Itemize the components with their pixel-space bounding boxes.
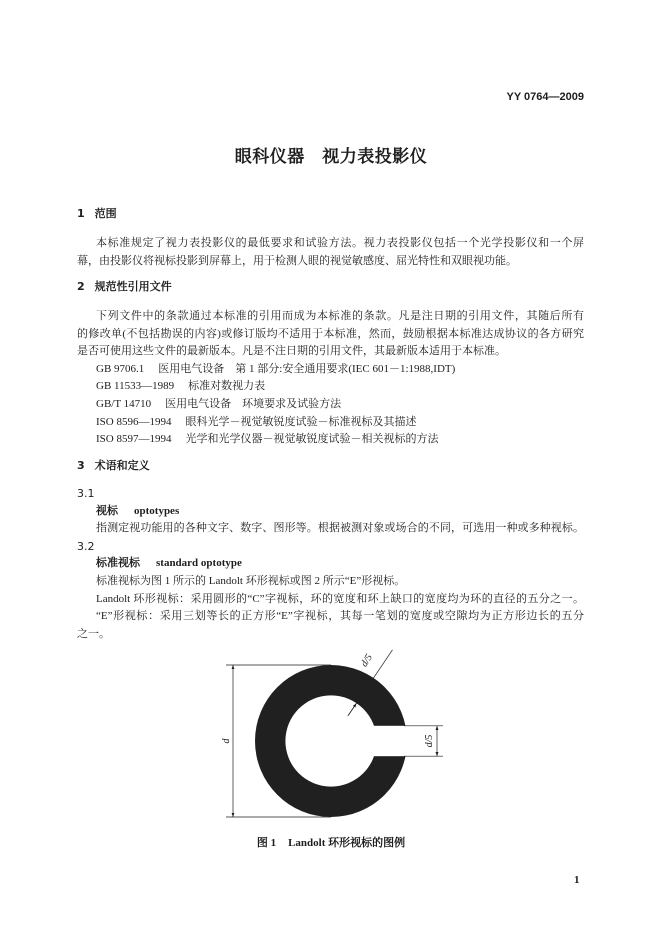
document-number: YY 0764—2009 xyxy=(506,91,584,103)
reference-item xyxy=(77,431,584,449)
figure-caption-text: Landolt 环形视标的图例 xyxy=(288,837,406,849)
definition-line: 指测定视功能用的各种文字、数字、图形等。根据被测对象或场合的不同，可选用一种或多种视标。 xyxy=(96,522,584,535)
term-name-zh: 标准视标 xyxy=(96,557,140,570)
diameter-label: d xyxy=(221,738,232,744)
section-2-heading xyxy=(77,280,172,294)
reference-code: ISO 8597—1994 xyxy=(96,433,172,446)
term-number: 3.2 xyxy=(77,539,95,553)
ring-gap xyxy=(331,726,411,756)
term-name-en: standard optotype xyxy=(156,557,242,570)
term-number: 3.1 xyxy=(77,487,95,500)
reference-title: 标准对数视力表 xyxy=(188,380,266,393)
reference-code: ISO 8596—1994 xyxy=(96,415,172,428)
normative-references xyxy=(77,308,584,449)
page-title: 眼科仪器 视力表投影仪 xyxy=(234,147,428,167)
definition-line: Landolt 环形视标：采用圆形的“C”字视标，环的宽度和环上缺口的宽度均为环的直径的五分之一。 xyxy=(96,592,584,605)
figure-caption xyxy=(0,836,662,850)
paragraph-line: 是否可使用这些文件的最新版本。凡是不注日期的引用文件，其最新版本适用于本标准。 xyxy=(77,345,506,358)
reference-title: 医用电气设备 环境要求及试验方法 xyxy=(165,397,342,410)
section-number: 3 xyxy=(77,459,85,472)
section-number: 2 xyxy=(77,280,85,293)
landolt-ring-figure xyxy=(200,630,470,830)
term-name xyxy=(77,503,584,521)
reference-item xyxy=(77,396,584,414)
section-title: 规范性引用文件 xyxy=(94,280,172,293)
ring-width-label: d/5 xyxy=(358,652,375,670)
reference-code: GB 11533—1989 xyxy=(96,380,175,393)
paragraph-line: 幕，由投影仪将视标投影到屏幕上，用于检测人眼的视觉敏感度、屈光特性和双眼视功能。 xyxy=(77,254,517,267)
reference-title: 医用电气设备 第 1 部分:安全通用要求(IEC 601－1:1988,IDT) xyxy=(158,362,456,375)
reference-title: 眼科光学－视觉敏锐度试验－标准视标及其描述 xyxy=(185,415,417,428)
reference-item xyxy=(77,378,584,396)
reference-code: GB 9706.1 xyxy=(96,362,145,375)
paragraph-line: 的修改单(不包括勘误的内容)或修订版均不适用于本标准，然而，鼓励根据本标准达成协议的各方研究 xyxy=(77,327,584,340)
reference-item xyxy=(77,414,584,432)
definition-line: “E”形视标：采用三划等长的正方形“E”字视标，其每一笔划的宽度或空隙均为正方形边长的五分 xyxy=(96,610,584,623)
gap-width-label: d/5 xyxy=(424,734,435,748)
reference-code: GB/T 14710 xyxy=(96,397,152,410)
paragraph-line: 本标准规定了视力表投影仪的最低要求和试验方法。视力表投影仪包括一个光学投影仪和一个屏 xyxy=(96,237,584,249)
section-title: 术语和定义 xyxy=(94,459,150,472)
term-name-zh: 视标 xyxy=(96,504,118,517)
scope-paragraph xyxy=(77,235,584,270)
terms-and-definitions xyxy=(77,485,584,643)
figure-number: 图 1 xyxy=(256,837,277,849)
definition-line: 之一。 xyxy=(77,627,110,640)
section-number: 1 xyxy=(77,207,85,220)
paragraph-line: 下列文件中的条款通过本标准的引用而成为本标准的条款。凡是注日期的引用文件，其随后所有 xyxy=(96,310,584,322)
page-number: 1 xyxy=(574,874,580,886)
section-title: 范围 xyxy=(94,207,117,220)
term-name xyxy=(77,555,584,573)
section-1-heading xyxy=(77,207,117,221)
reference-title: 光学和光学仪器－视觉敏锐度试验－相关视标的方法 xyxy=(185,433,439,446)
definition-line: 标准视标为图 1 所示的 Landolt 环形视标或图 2 所示“E”形视标。 xyxy=(96,574,406,587)
section-3-heading xyxy=(77,459,150,473)
term-name-en: optotypes xyxy=(134,504,180,517)
reference-item xyxy=(77,361,584,379)
